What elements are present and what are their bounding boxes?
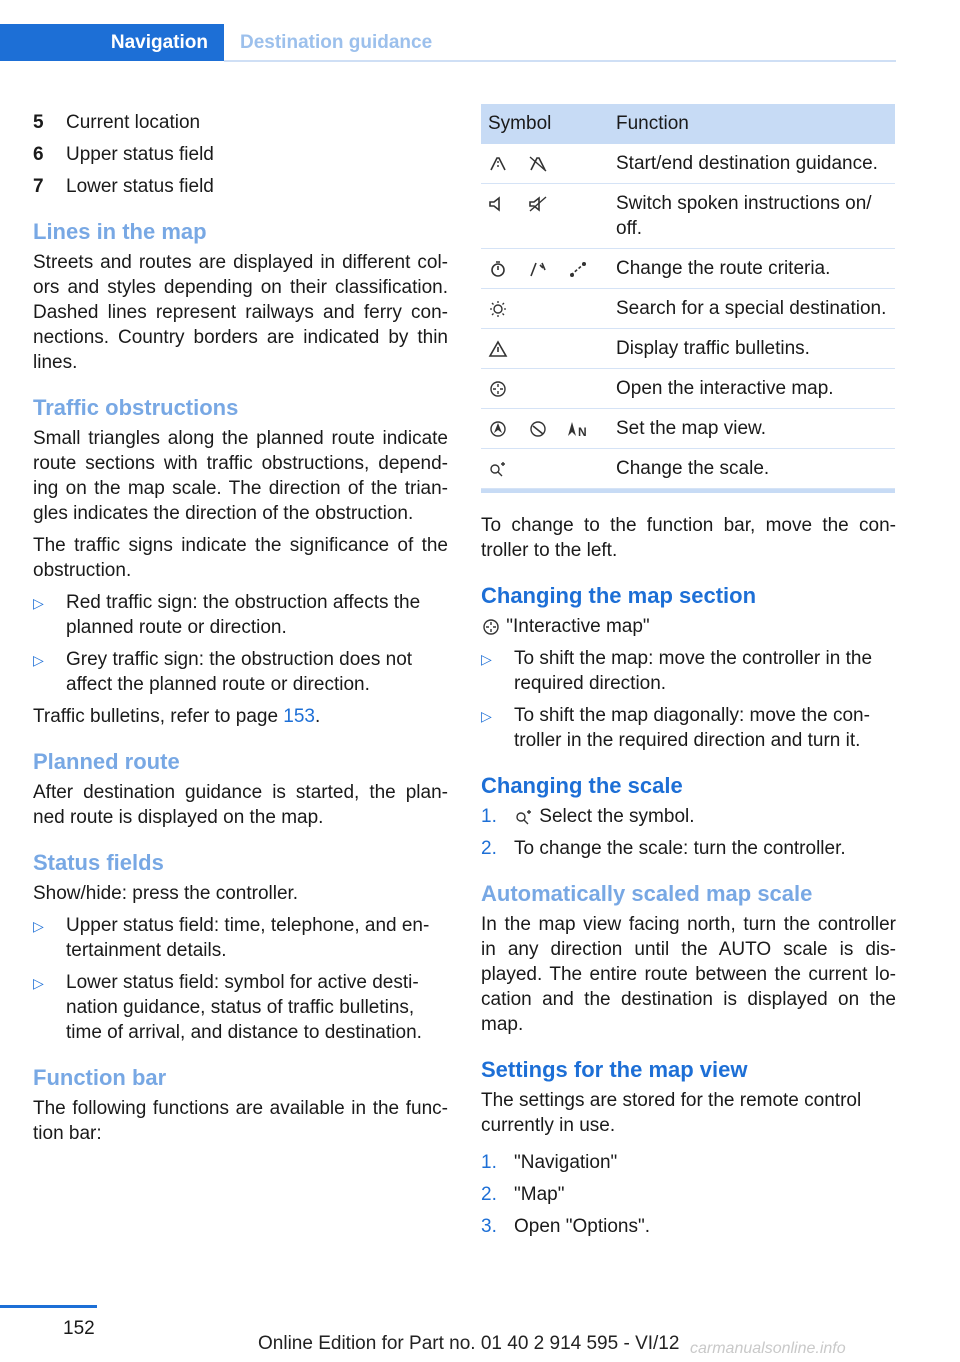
symbol-table: [481, 104, 895, 489]
table-row: Open the interactive map.: [481, 369, 895, 409]
list-item: 7 Lower status field: [33, 176, 214, 197]
lines-text: Streets and routes are displayed in different col- ors and styles depending on their classification. Dashed lines represent railways and ferry con- nections. Country borders are indicated by thin lines.: [33, 252, 448, 373]
planned-text: After destination guidance is started, the plan- ned route is displayed on the map.: [33, 782, 448, 828]
heading-changing-map-section: Changing the map section: [481, 583, 757, 608]
bullet-triangle-icon: ▷: [33, 652, 44, 668]
function-text: The following functions are available in the func- tion bar:: [33, 1098, 448, 1144]
list-item: 1. "Navigation": [481, 1152, 618, 1173]
interactive-map-line: "Interactive map": [481, 614, 896, 639]
bullet-triangle-icon: ▷: [33, 975, 44, 991]
table-row: N Set the map view.: [481, 409, 895, 449]
traffic-warning-icon: [488, 340, 508, 358]
zoom-scale-icon: [514, 808, 534, 826]
page-link[interactable]: 153: [283, 706, 315, 727]
bullet-item: ▷ To shift the map diagonally: move the con- troller in the required direction and turn it.: [481, 705, 870, 751]
guidance-start-icon: [488, 155, 508, 173]
status-text: Show/hide: press the controller.: [33, 883, 299, 904]
table-header: [481, 104, 895, 144]
scale-steps: [481, 804, 896, 861]
bullet-triangle-icon: ▷: [33, 918, 44, 934]
page-number: 152: [63, 1318, 95, 1339]
speaker-off-icon: [528, 195, 548, 213]
header-divider: [224, 60, 896, 62]
map-direction-icon: [488, 420, 508, 438]
edition-text: Online Edition for Part no. 01 40 2 914 595 - VI/12: [258, 1333, 680, 1354]
watermark: carmanualsonline.info: [690, 1340, 846, 1357]
bullet-item: ▷ Upper status field: time, telephone, and en- tertainment details.: [33, 915, 430, 961]
left-column: [33, 110, 448, 1153]
zoom-scale-icon: [488, 460, 508, 478]
heading-planned-route: Planned route: [33, 749, 180, 774]
fast-route-icon: [488, 260, 508, 278]
legend-list: [33, 110, 448, 199]
map-north-icon: [568, 420, 588, 438]
table-row: Start/end destination guidance.: [481, 144, 895, 184]
list-item: 6 Upper status field: [33, 144, 214, 165]
right-column: [481, 513, 896, 1246]
col-symbol: Symbol: [481, 104, 609, 144]
settings-steps: [481, 1150, 896, 1239]
interactive-map-icon: [488, 380, 508, 398]
table-bottom-rule: [481, 489, 895, 493]
tab-destination-guidance-label: Destination guidance: [240, 31, 433, 53]
bullet-item: ▷ Lower status field: symbol for active desti- nation guidance, status of traffic bulletins, time of arrival, and distance to destination.: [33, 972, 422, 1043]
table-row: Change the route criteria.: [481, 249, 895, 289]
heading-settings-map-view: Settings for the map view: [481, 1057, 748, 1082]
short-route-icon: [528, 260, 548, 278]
tab-navigation-label: Navigation: [110, 31, 208, 53]
heading-lines-in-map: Lines in the map: [33, 219, 207, 244]
settings-text: The settings are stored for the remote control currently in use.: [481, 1090, 862, 1136]
bullet-item: ▷ To shift the map: move the controller in the required direction.: [481, 648, 873, 694]
bulletins-ref: Traffic bulletins, refer to page 153.: [33, 706, 321, 727]
optimized-route-icon: [568, 260, 588, 278]
heading-function-bar: Function bar: [33, 1065, 167, 1090]
bullet-item: ▷ Red traffic sign: the obstruction affects the planned route or direction.: [33, 592, 421, 638]
map-perspective-icon: [528, 420, 548, 438]
traffic-text-2: The traffic signs indicate the significance of the obstruction.: [33, 535, 448, 581]
list-item: 2. To change the scale: turn the controller.: [481, 838, 846, 859]
heading-changing-scale: Changing the scale: [481, 773, 683, 798]
tab-navigation[interactable]: [0, 24, 224, 61]
svg-text:N: N: [578, 425, 587, 438]
list-item: 5 Current location: [33, 112, 201, 133]
auto-text: In the map view facing north, turn the controller in any direction until the AUTO scale is dis- played. The entire route between the current lo- cation and the destination is displayed on the map.: [481, 914, 896, 1035]
list-item: 2. "Map": [481, 1184, 565, 1205]
heading-status-fields: Status fields: [33, 850, 164, 875]
col-function: Function: [609, 104, 895, 144]
function-bar-text: To change to the function bar, move the con- troller to the left.: [481, 515, 896, 561]
heading-traffic-obstructions: Traffic obstructions: [33, 395, 239, 420]
speaker-on-icon: [488, 195, 508, 213]
bullet-item: ▷ Grey traffic sign: the obstruction does not affect the planned route or direction.: [33, 649, 413, 695]
guidance-end-icon: [528, 155, 548, 173]
table-row: Display traffic bulletins.: [481, 329, 895, 369]
list-item: 3. Open "Options".: [481, 1216, 651, 1237]
footer-accent-bar: [0, 1305, 97, 1308]
bullet-triangle-icon: ▷: [481, 651, 492, 667]
traffic-text-1: Small triangles along the planned route indicate route sections with traffic obstructions, depend- ing on the map scale. The direction of the trian- gles indicates the direction of the obstruction.: [33, 428, 448, 524]
table-row: Search for a special destination.: [481, 289, 895, 329]
tab-destination-guidance[interactable]: [224, 24, 896, 61]
table-row: Change the scale.: [481, 449, 895, 489]
table-row: Switch spoken instructions on/ off.: [481, 184, 895, 249]
interactive-map-icon: [481, 618, 501, 636]
heading-auto-scale: Automatically scaled map scale: [481, 881, 813, 906]
list-item: 1. Select the symbol.: [481, 806, 695, 827]
bullet-triangle-icon: ▷: [481, 708, 492, 724]
special-destination-icon: [488, 300, 508, 318]
bullet-triangle-icon: ▷: [33, 595, 44, 611]
